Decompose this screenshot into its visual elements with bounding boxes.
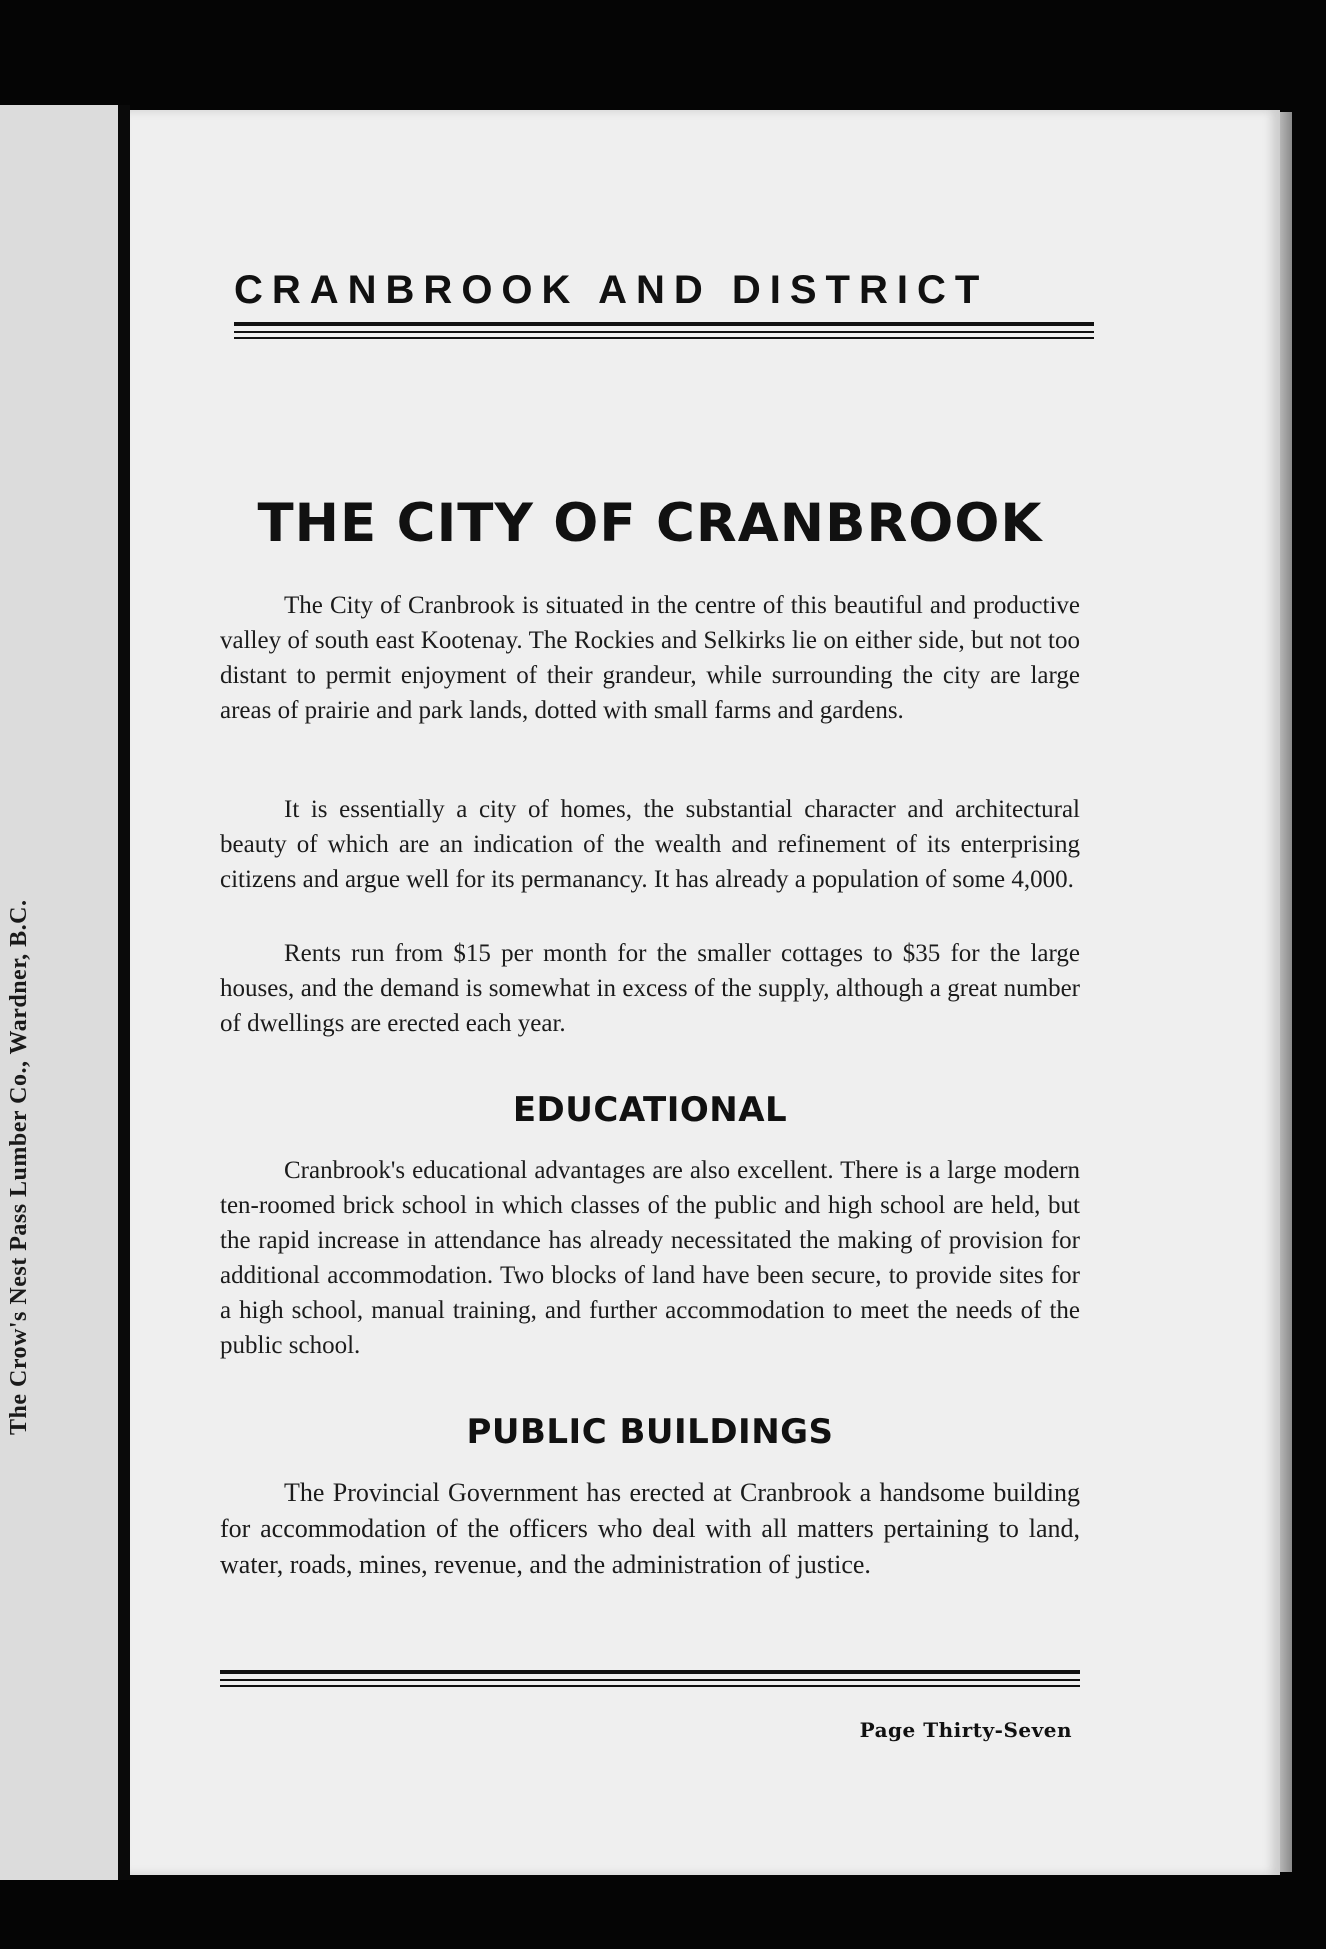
page-edge [1278, 112, 1292, 1872]
footer-rule [220, 1679, 1080, 1681]
section-heading-educational: EDUCATIONAL [512, 1090, 788, 1130]
paragraph-rents: Rents run from $15 per month for the smaller cottages to $35 for the large houses, and the demand is somewhat in excess of the supply, although a great number of dwellings are erected each year. [220, 940, 1080, 1037]
facing-page [0, 105, 118, 1880]
page-title: THE CITY OF CRANBROOK [257, 493, 1043, 554]
running-header: CRANBROOK AND DISTRICT [234, 268, 989, 312]
section-heading-public-buildings: PUBLIC BUILDINGS [466, 1412, 834, 1452]
footer-rule [220, 1670, 1080, 1674]
paragraph-educational: Cranbrook's educational advantages are also excellent. There is a large modern ten-roomed brick school in which classes of the public and high school are held, but the rapid increase in attendance has already necessitated the making of provision for additional accommodation. Two blocks of land have been secure, to provide sites for a high school, manual training, and further accommodation to meet the needs of the public school. [220, 1157, 1080, 1359]
footer-rule [220, 1685, 1080, 1687]
header-rule [234, 337, 1094, 339]
header-rule [234, 331, 1094, 333]
facing-page-vertical-text: The Crow's Nest Pass Lumber Co., Wardner, B.C. [6, 899, 32, 1435]
header-rule [234, 322, 1094, 326]
paragraph-location: The City of Cranbrook is situated in the centre of this beautiful and productive valley of south east Kootenay. The Rockies and Selkirks lie on either side, but not too distant to permit enjoyment of their grandeur, while surrounding the city are large areas of prairie and park lands, dotted with small farms and gardens. [220, 592, 1080, 724]
book-gutter [118, 105, 130, 1880]
book-page [130, 110, 1280, 1875]
paragraph-public-buildings: The Provincial Government has erected at Cranbrook a handsome building for accommodation of the officers who deal with all matters pertaining to land, water, roads, mines, revenue, and the administration of justice. [220, 1478, 1080, 1579]
paragraph-homes: It is essentially a city of homes, the substantial character and architectural beauty of which are an indication of the wealth and refinement of its enterprising citizens and argue well for its permanancy. It has already a population of some 4,000. [220, 796, 1080, 893]
page-number: Page Thirty-Seven [859, 1718, 1072, 1742]
